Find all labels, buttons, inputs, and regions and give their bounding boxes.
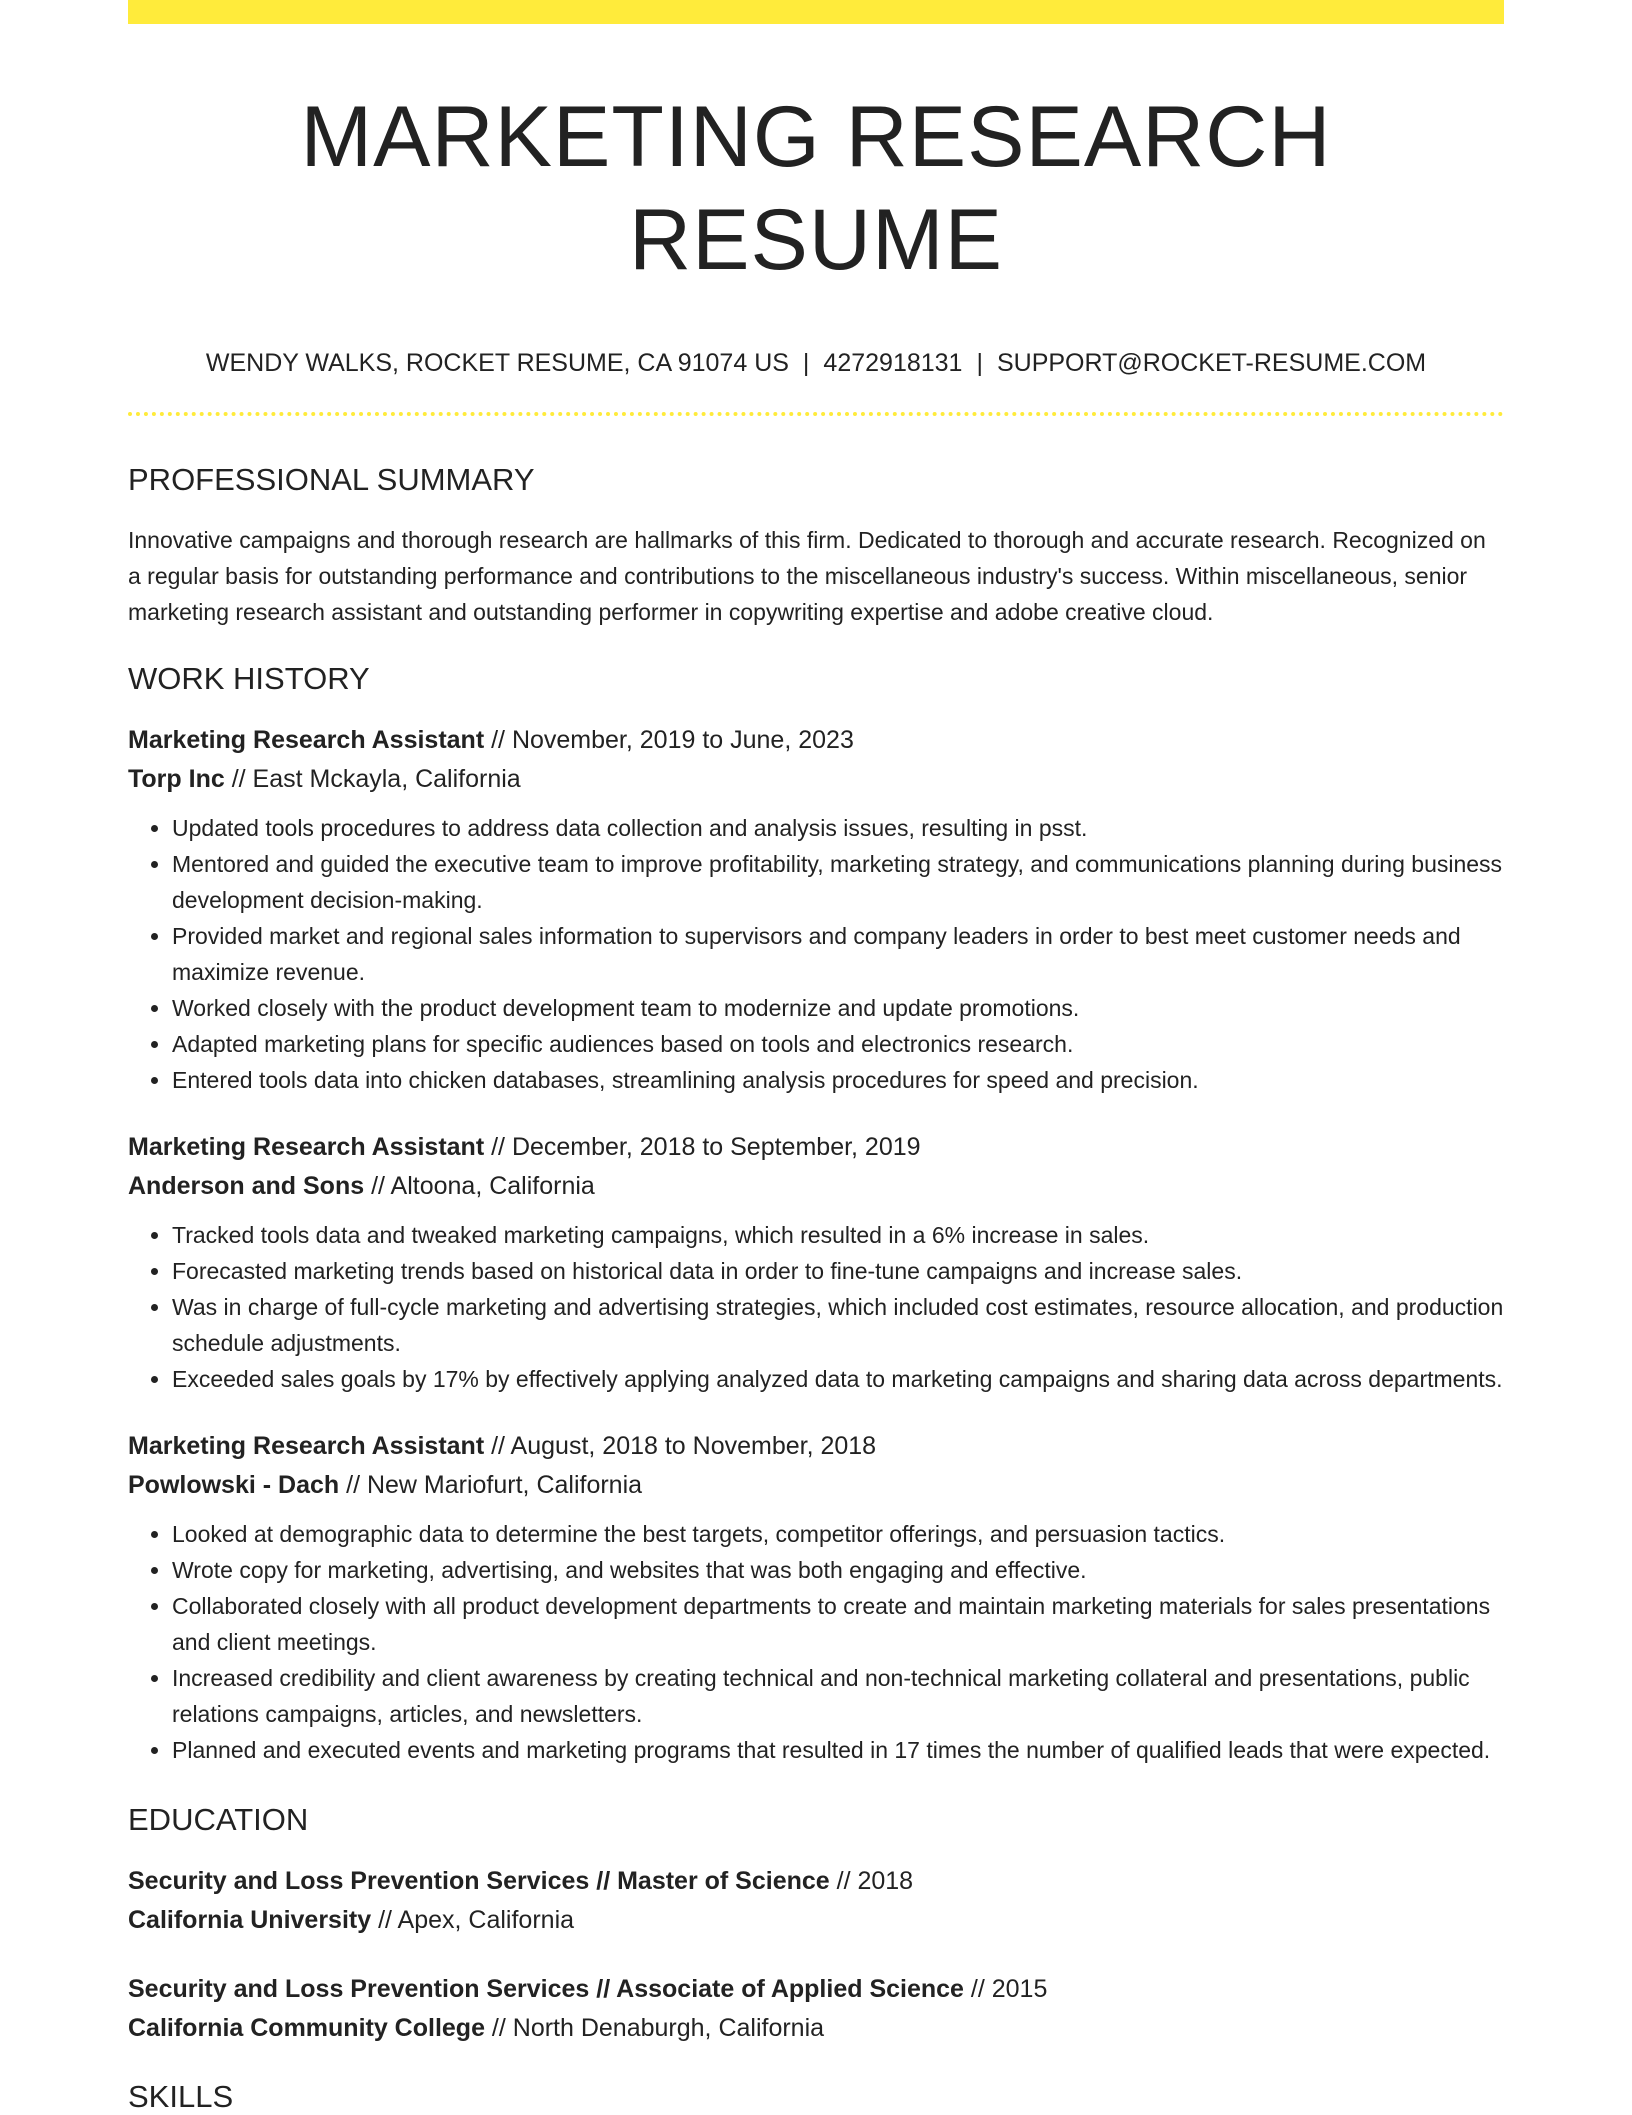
education-year: // 2018 [829,1866,914,1895]
accent-top-bar [128,0,1504,24]
job-bullets [128,1516,1504,1768]
bullet-item: • Worked closely with the product development team to modernize and update promotions. [172,990,1504,1026]
education-school-line [128,1901,1504,1940]
contact-separator: | [976,349,983,378]
resume-page [128,0,1504,2115]
education-degree: Security and Loss Prevention Services // Master of Science [128,1866,830,1895]
bullet-item: • Increased credibility and client awareness by creating technical and non-technical marketing collateral and presentations, public relations campaigns, articles, and newsletters. [172,1660,1504,1732]
dotted-divider [128,412,1504,416]
bullet-item: • Updated tools procedures to address data collection and analysis issues, resulting in psst. [172,810,1504,846]
job-company-line [128,760,1504,799]
education-heading: EDUCATION [128,1801,309,1837]
education-school: California University [128,1905,372,1934]
summary-heading: PROFESSIONAL SUMMARY [128,462,535,498]
summary-text: Innovative campaigns and thorough research are hallmarks of this firm. Dedicated to thorough and accurate research. Recognized on a regular basis for outstanding performance and contributions to the miscellaneous industry's success. Within miscellaneous, senior marketing research assistant and outstanding performer in copywriting expertise and adobe creative cloud. [128,526,1486,625]
job-company: Torp Inc [128,764,225,793]
skills-heading: SKILLS [128,2078,234,2114]
contact-separator: | [802,349,810,378]
job-role: Marketing Research Assistant [128,1431,485,1460]
bullet-item: • Was in charge of full-cycle marketing and advertising strategies, which included cost estimates, resource allocation, and production schedule adjustments. [172,1289,1504,1361]
bullet-item: • Wrote copy for marketing, advertising, and websites that was both engaging and effective. [172,1552,1504,1588]
education-degree-line [128,1970,1504,2009]
bullet-item: • Adapted marketing plans for specific audiences based on tools and electronics research. [172,1026,1504,1062]
job-location: // Altoona, California [364,1171,595,1200]
education-degree-line [128,1862,1504,1901]
contact-email: SUPPORT@ROCKET-RESUME.COM [996,349,1427,378]
job-entry [128,1427,1504,1768]
contact-address: WENDY WALKS, ROCKET RESUME, CA 91074 US [205,349,789,378]
education-entry [128,1862,1504,1940]
job-title-line [128,1427,1504,1466]
bullet-item: • Entered tools data into chicken databases, streamlining analysis procedures for speed and precision. [172,1062,1504,1098]
education-year: // 2015 [963,1974,1048,2003]
job-company: Powlowski - Dach [128,1470,340,1499]
job-role: Marketing Research Assistant [128,725,485,754]
work-history-heading: WORK HISTORY [128,660,370,696]
job-entry [128,721,1504,1098]
job-dates: // December, 2018 to September, 2019 [484,1132,921,1161]
bullet-item: • Forecasted marketing trends based on historical data in order to fine-tune campaigns and increase sales. [172,1253,1504,1289]
job-company-line [128,1466,1504,1505]
education-degree: Security and Loss Prevention Services // Associate of Applied Science [128,1974,964,2003]
job-dates: // November, 2019 to June, 2023 [484,725,854,754]
education-school-line [128,2009,1504,2048]
bullet-item: • Tracked tools data and tweaked marketing campaigns, which resulted in a 6% increase in sales. [172,1217,1504,1253]
bullet-item: • Exceeded sales goals by 17% by effectively applying analyzed data to marketing campaigns and sharing data across departments. [172,1361,1504,1397]
resume-title: MARKETING RESEARCH RESUME [300,89,1332,289]
job-company-line [128,1167,1504,1206]
job-location: // New Mariofurt, California [339,1470,643,1499]
education-school: California Community College [128,2013,485,2042]
bullet-item: • Planned and executed events and marketing programs that resulted in 17 times the number of qualified leads that were expected. [172,1732,1504,1768]
job-bullets [128,810,1504,1098]
education-location: // Apex, California [371,1905,575,1934]
bullet-item: • Looked at demographic data to determine the best targets, competitor offerings, and persuasion tactics. [172,1516,1504,1552]
bullet-item: • Collaborated closely with all product development departments to create and maintain marketing materials for sales presentations and client meetings. [172,1588,1504,1660]
bullet-item: • Provided market and regional sales information to supervisors and company leaders in order to best meet customer needs and maximize revenue. [172,918,1504,990]
job-title-line [128,1128,1504,1167]
education-location: // North Denaburgh, California [484,2013,825,2042]
job-role: Marketing Research Assistant [128,1132,485,1161]
job-bullets [128,1217,1504,1397]
job-company: Anderson and Sons [128,1171,365,1200]
contact-line [128,348,1504,378]
education-entry [128,1970,1504,2048]
contact-phone: 4272918131 [823,349,963,378]
bullet-item: • Mentored and guided the executive team to improve profitability, marketing strategy, and communications planning during business development decision-making. [172,846,1504,918]
job-dates: // August, 2018 to November, 2018 [484,1431,877,1460]
job-location: // East Mckayla, California [224,764,521,793]
job-title-line [128,721,1504,760]
job-entry [128,1128,1504,1397]
